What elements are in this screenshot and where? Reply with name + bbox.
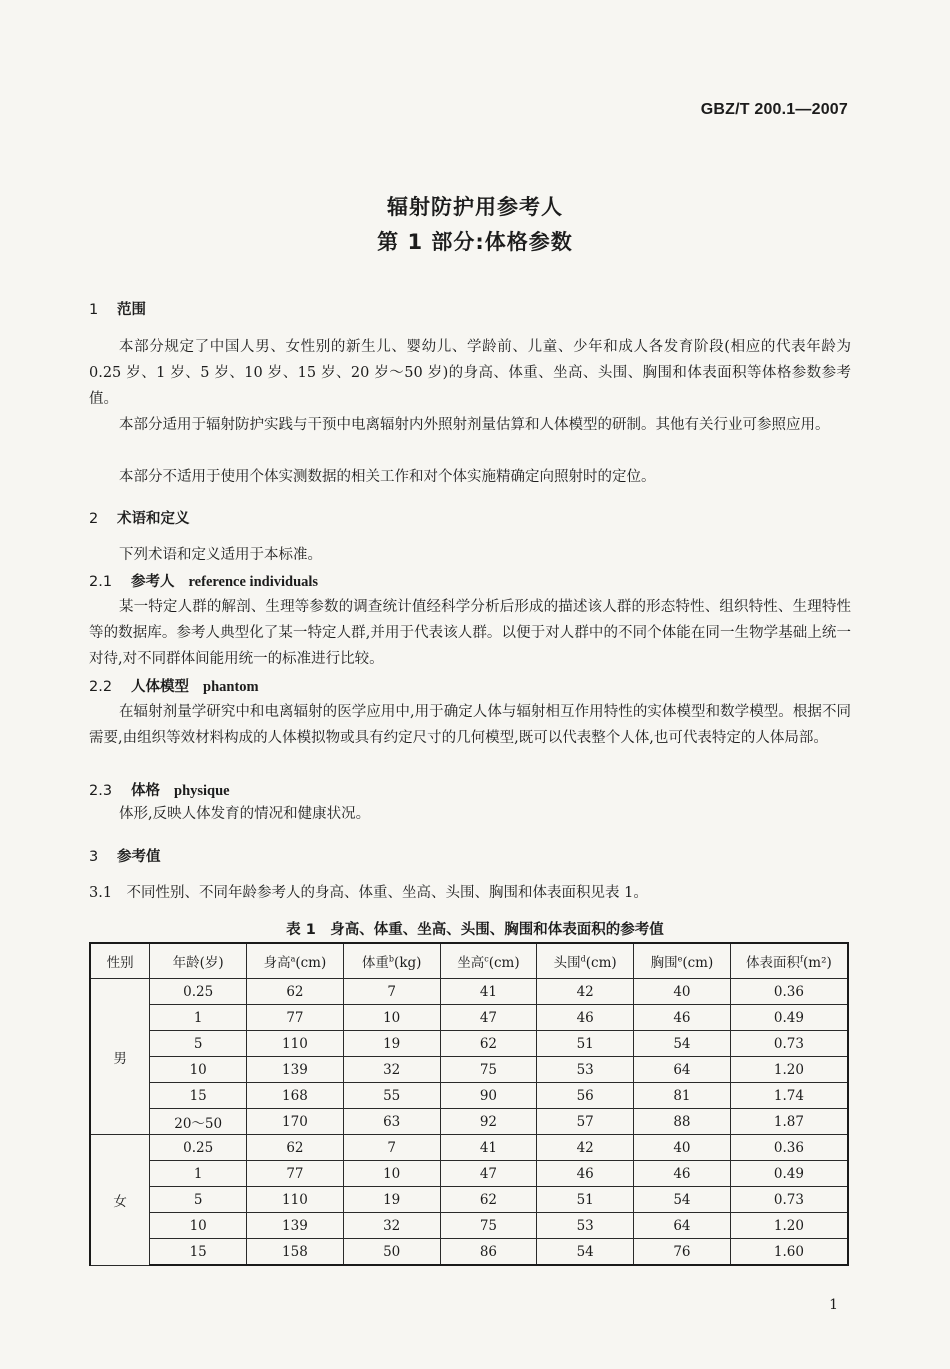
table-cell: 0.49 — [730, 1005, 848, 1031]
table-cell: 56 — [537, 1083, 634, 1109]
header-label: 身高 — [263, 955, 291, 971]
table-cell: 10 — [343, 1161, 440, 1187]
header-sex: 性别 — [90, 943, 150, 979]
reference-values-table — [89, 942, 849, 1266]
table-cell: 50 — [343, 1239, 440, 1266]
table-cell: 64 — [634, 1057, 731, 1083]
table-cell: 54 — [634, 1187, 731, 1213]
table-cell: 86 — [440, 1239, 537, 1266]
table-row — [90, 1135, 848, 1161]
header-chest-circumference — [634, 943, 731, 979]
section-title: 范围 — [117, 302, 146, 318]
page-number: 1 — [829, 1297, 838, 1313]
table-cell: 53 — [537, 1213, 634, 1239]
table-cell: 76 — [634, 1239, 731, 1266]
table-cell: 41 — [440, 979, 537, 1005]
table-cell: 1.74 — [730, 1083, 848, 1109]
table-cell: 47 — [440, 1005, 537, 1031]
table-cell: 57 — [537, 1109, 634, 1135]
table-cell: 51 — [537, 1187, 634, 1213]
table-cell: 158 — [247, 1239, 344, 1266]
table-cell: 75 — [440, 1213, 537, 1239]
table-row — [90, 1031, 848, 1057]
table-cell: 0.49 — [730, 1161, 848, 1187]
table-cell: 1 — [150, 1161, 247, 1187]
table-cell: 64 — [634, 1213, 731, 1239]
section-number: 1 — [89, 302, 99, 318]
header-height — [247, 943, 344, 979]
term-en: physique — [174, 783, 230, 799]
table-cell: 7 — [343, 979, 440, 1005]
document-title: 辐射防护用参考人 — [387, 195, 563, 219]
table-cell: 19 — [343, 1031, 440, 1057]
table-row — [90, 1187, 848, 1213]
section-title: 术语和定义 — [117, 511, 190, 527]
term-zh: 人体模型 — [131, 679, 189, 695]
table-cell: 92 — [440, 1109, 537, 1135]
table-row — [90, 1161, 848, 1187]
table-cell: 0.73 — [730, 1031, 848, 1057]
table-cell: 40 — [634, 1135, 731, 1161]
table-cell: 54 — [634, 1031, 731, 1057]
table-row — [90, 1109, 848, 1135]
section-2-heading — [89, 507, 190, 528]
table-body — [90, 979, 848, 1266]
section-3-1-paragraph: 3.1 不同性别、不同年龄参考人的身高、体重、坐高、头围、胸围和体表面积见表 1。 — [89, 885, 648, 901]
sex-cell-female: 女 — [90, 1135, 150, 1266]
table-row — [90, 1005, 848, 1031]
table-cell: 1.20 — [730, 1057, 848, 1083]
footnote-mark: f — [800, 954, 803, 964]
table-cell: 0.73 — [730, 1187, 848, 1213]
section-2-intro: 下列术语和定义适用于本标准。 — [119, 547, 322, 563]
table-cell: 77 — [247, 1161, 344, 1187]
table-cell: 10 — [150, 1213, 247, 1239]
sex-cell-male: 男 — [90, 979, 150, 1135]
table-cell: 46 — [537, 1005, 634, 1031]
table-cell: 10 — [150, 1057, 247, 1083]
table-cell: 62 — [440, 1031, 537, 1057]
header-label: 体重 — [361, 955, 389, 971]
footnote-mark: b — [388, 954, 395, 964]
table-cell: 1.87 — [730, 1109, 848, 1135]
table-cell: 0.25 — [150, 979, 247, 1005]
table-cell: 7 — [343, 1135, 440, 1161]
header-label: 体表面积 — [746, 955, 801, 971]
table-cell: 63 — [343, 1109, 440, 1135]
term-en: phantom — [203, 679, 259, 695]
term-2-2-heading — [89, 675, 259, 696]
table-cell: 88 — [634, 1109, 731, 1135]
header-unit: (cm) — [295, 955, 327, 971]
table-row — [90, 1083, 848, 1109]
header-weight — [343, 943, 440, 979]
header-unit: (cm) — [585, 955, 617, 971]
header-age: 年龄(岁) — [150, 943, 247, 979]
table-cell: 46 — [634, 1161, 731, 1187]
document-subtitle: 第 1 部分:体格参数 — [377, 230, 573, 254]
header-unit: (kg) — [394, 955, 422, 971]
term-number: 2.3 — [89, 783, 113, 799]
header-sitting-height — [440, 943, 537, 979]
section-1-paragraph-2: 本部分适用于辐射防护实践与干预中电离辐射内外照射剂量估算和人体模型的研制。其他有关行业可参照应用。 — [119, 417, 830, 433]
header-label: 坐高 — [457, 955, 485, 971]
table-cell: 62 — [247, 1135, 344, 1161]
section-number: 2 — [89, 511, 99, 527]
table-row — [90, 1239, 848, 1266]
table-cell: 20～50 — [150, 1109, 247, 1135]
table-cell: 0.36 — [730, 1135, 848, 1161]
term-en: reference individuals — [188, 574, 319, 590]
table-row — [90, 1057, 848, 1083]
header-body-surface-area — [730, 943, 848, 979]
term-number: 2.2 — [89, 679, 113, 695]
footnote-mark: c — [484, 954, 489, 964]
table-cell: 0.36 — [730, 979, 848, 1005]
table-cell: 110 — [247, 1187, 344, 1213]
table-cell: 32 — [343, 1213, 440, 1239]
table-cell: 15 — [150, 1239, 247, 1266]
table-cell: 139 — [247, 1057, 344, 1083]
table-cell: 19 — [343, 1187, 440, 1213]
table-cell: 42 — [537, 1135, 634, 1161]
table-cell: 110 — [247, 1031, 344, 1057]
table-cell: 1 — [150, 1005, 247, 1031]
header-label: 头围 — [553, 955, 581, 971]
table-cell: 62 — [247, 979, 344, 1005]
table-cell: 15 — [150, 1083, 247, 1109]
table-cell: 75 — [440, 1057, 537, 1083]
table-cell: 41 — [440, 1135, 537, 1161]
footnote-mark: e — [677, 954, 683, 964]
term-2-3-definition: 体形,反映人体发育的情况和健康状况。 — [119, 806, 371, 822]
table-cell: 0.25 — [150, 1135, 247, 1161]
table-row — [90, 979, 848, 1005]
term-zh: 体格 — [131, 783, 160, 799]
term-2-1-heading — [89, 570, 318, 591]
table-cell: 90 — [440, 1083, 537, 1109]
table-cell: 54 — [537, 1239, 634, 1266]
table-cell: 1.20 — [730, 1213, 848, 1239]
section-1-paragraph-1: 本部分规定了中国人男、女性别的新生儿、婴幼儿、学龄前、儿童、少年和成人各发育阶段(相应的代表年龄为 0.25 岁、1 岁、5 岁、10 岁、15 岁、20 岁～50 岁)的身高、体重、坐高、头围、胸围和体表面积等体格参数参考值。 — [89, 339, 851, 407]
table-caption: 表 1 身高、体重、坐高、头围、胸围和体表面积的参考值 — [286, 922, 664, 938]
table-cell: 47 — [440, 1161, 537, 1187]
term-2-3-heading — [89, 779, 230, 800]
table-cell: 55 — [343, 1083, 440, 1109]
term-2-1-definition: 某一特定人群的解剖、生理等参数的调查统计值经科学分析后形成的描述该人群的形态特性、组织特性、生理特性等的数据库。参考人典型化了某一特定人群,并用于代表该人群。以便于对人群中的不同个体能在同一生物学基础上统一对待,对不同群体间能用统一的标准进行比较。 — [89, 599, 851, 667]
table-cell: 77 — [247, 1005, 344, 1031]
section-1-paragraph-3: 本部分不适用于使用个体实测数据的相关工作和对个体实施精确定向照射时的定位。 — [119, 469, 656, 485]
table-cell: 32 — [343, 1057, 440, 1083]
table-cell: 53 — [537, 1057, 634, 1083]
table-cell: 1.60 — [730, 1239, 848, 1266]
table-cell: 46 — [634, 1005, 731, 1031]
footnote-mark: d — [580, 954, 586, 964]
header-unit: (m²) — [803, 955, 832, 971]
table-cell: 46 — [537, 1161, 634, 1187]
header-head-circumference — [537, 943, 634, 979]
header-unit: (cm) — [682, 955, 714, 971]
section-3-heading — [89, 845, 161, 866]
table-header-row — [90, 943, 848, 979]
table-cell: 81 — [634, 1083, 731, 1109]
table-cell: 139 — [247, 1213, 344, 1239]
table-cell: 62 — [440, 1187, 537, 1213]
table-cell: 10 — [343, 1005, 440, 1031]
standard-code: GBZ/T 200.1—2007 — [700, 101, 848, 118]
table-row — [90, 1213, 848, 1239]
term-number: 2.1 — [89, 574, 113, 590]
section-number: 3 — [89, 849, 99, 865]
term-zh: 参考人 — [131, 574, 175, 590]
section-1-heading — [89, 298, 146, 319]
table-cell: 5 — [150, 1031, 247, 1057]
table-cell: 168 — [247, 1083, 344, 1109]
table-cell: 170 — [247, 1109, 344, 1135]
table-cell: 51 — [537, 1031, 634, 1057]
table-cell: 5 — [150, 1187, 247, 1213]
term-2-2-definition: 在辐射剂量学研究中和电离辐射的医学应用中,用于确定人体与辐射相互作用特性的实体模型和数学模型。根据不同需要,由组织等效材料构成的人体模拟物或具有约定尺寸的几何模型,既可以代表整个人体,也可代表特定的人体局部。 — [89, 704, 851, 746]
footnote-mark: a — [290, 954, 296, 964]
table-cell: 40 — [634, 979, 731, 1005]
header-label: 胸围 — [650, 955, 678, 971]
section-title: 参考值 — [117, 849, 161, 865]
header-unit: (cm) — [488, 955, 520, 971]
table-cell: 42 — [537, 979, 634, 1005]
